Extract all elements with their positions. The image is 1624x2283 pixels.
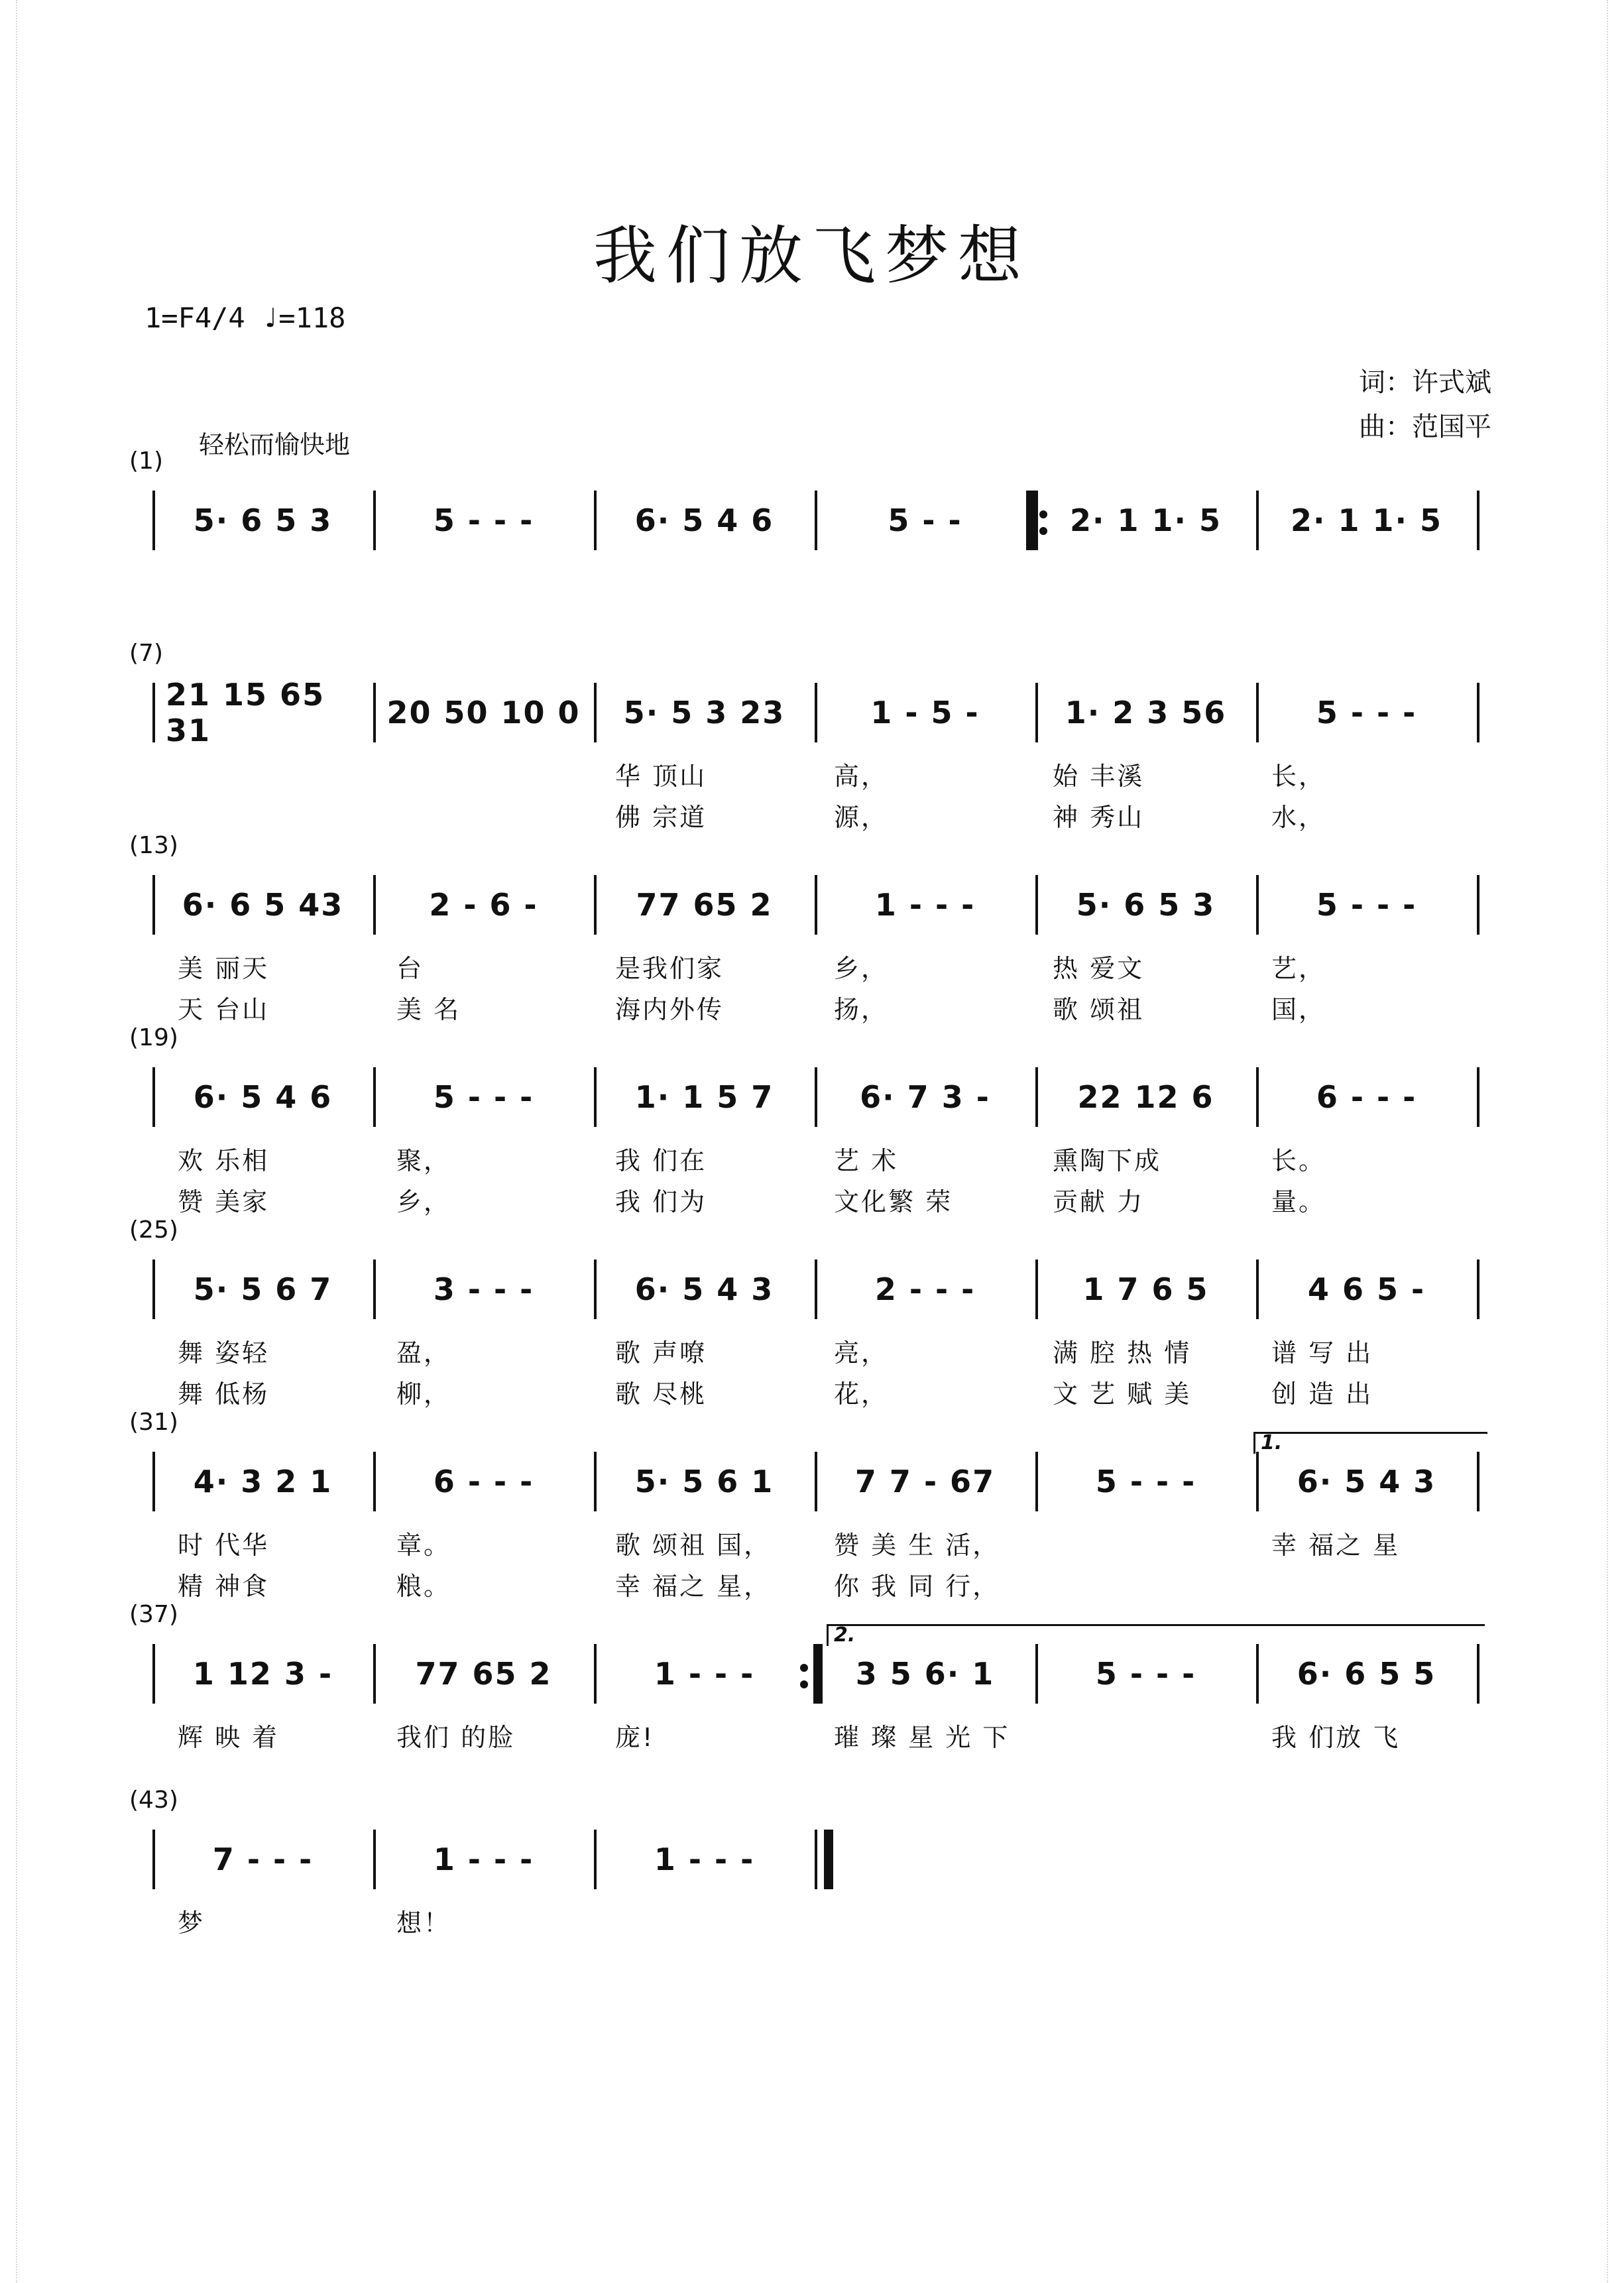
lyric-fragment — [1053, 1566, 1271, 1602]
barline — [1256, 1452, 1259, 1511]
lyric-fragment: 美 丽天 — [178, 954, 270, 983]
lyric-fragment: 章。 — [396, 1531, 451, 1560]
measure: 1· 1 5 7 — [634, 1079, 774, 1115]
expression-marking: 轻松而愉快地 — [199, 430, 351, 459]
measure: 7 - - - — [212, 1842, 314, 1877]
measure: 6· 6 5 5 — [1297, 1656, 1436, 1692]
measure: 1 12 3 - — [192, 1656, 333, 1692]
lyrics-verse-1 — [178, 1332, 1503, 1369]
barline — [1256, 1644, 1259, 1704]
lyric-fragment: 艺， — [1271, 954, 1326, 983]
lyrics-verse-2 — [178, 989, 1503, 1025]
lyric-fragment: 柳， — [396, 1379, 451, 1409]
barline — [152, 491, 155, 550]
barline — [594, 491, 597, 550]
lyric-fragment — [1271, 1566, 1490, 1602]
notation-line — [152, 1830, 1491, 1889]
lyric-fragment: 台 — [396, 954, 424, 983]
barline — [594, 1830, 597, 1889]
barline — [1035, 491, 1038, 550]
barline — [1035, 683, 1038, 742]
repeat-dot — [1039, 510, 1047, 518]
measure: 77 65 2 — [415, 1656, 552, 1692]
lyric-fragment — [615, 1903, 834, 1939]
score-system — [0, 640, 1624, 832]
measure: 2· 1 1· 5 — [1290, 502, 1443, 538]
lyric-fragment: 创 造 出 — [1271, 1379, 1373, 1409]
barline — [1256, 875, 1259, 935]
measure: 5· 5 3 23 — [623, 695, 785, 731]
repeat-end-barline — [813, 1644, 823, 1704]
lyric-fragment: 佛 宗道 — [615, 803, 707, 832]
measure: 6 - - - — [433, 1464, 534, 1499]
barline — [1035, 1644, 1038, 1704]
measure: 1 - 5 - — [870, 695, 980, 731]
barline — [815, 1067, 817, 1127]
score-system — [0, 447, 1624, 623]
lyricist-credit: 词：许式斌 — [1359, 367, 1491, 398]
barline — [1477, 491, 1479, 550]
lyric-fragment: 长。 — [1271, 1146, 1326, 1175]
measure: 6· 5 4 3 — [634, 1271, 774, 1307]
barline — [594, 1452, 597, 1511]
barline — [373, 1259, 376, 1319]
lyric-fragment: 庞! — [615, 1723, 655, 1752]
lyrics-verse-1 — [178, 1140, 1503, 1177]
lyric-fragment: 艺 术 — [834, 1146, 899, 1175]
measure: 20 50 10 0 — [386, 695, 581, 731]
lyric-fragment — [396, 756, 615, 792]
measure: 1· 2 3 56 — [1065, 695, 1227, 731]
barline — [815, 1259, 817, 1319]
lyric-fragment: 花， — [834, 1379, 889, 1409]
measure: 6· 7 3 - — [860, 1079, 990, 1115]
measure: 5· 6 5 3 — [193, 502, 333, 538]
lyric-fragment: 璀 璨 星 光 下 — [834, 1723, 1010, 1752]
lyric-fragment: 歌 颂祖 — [1053, 995, 1145, 1024]
barline — [815, 1452, 817, 1511]
measure: 21 15 65 31 — [166, 677, 325, 748]
lyric-fragment: 想！ — [396, 1908, 451, 1938]
lyrics-verse-1 — [178, 756, 1503, 792]
lyric-fragment: 始 丰溪 — [1053, 762, 1145, 791]
measure: 5· 6 5 3 — [1076, 887, 1216, 923]
measure: 77 65 2 — [636, 887, 773, 923]
measure-number: (1) — [129, 447, 163, 475]
barline — [1035, 1452, 1038, 1511]
measure: 1 - - - — [654, 1842, 755, 1877]
measure-number: (31) — [129, 1409, 178, 1436]
lyric-fragment: 文 艺 赋 美 — [1053, 1379, 1192, 1409]
barline — [815, 683, 817, 742]
score-system — [0, 1409, 1624, 1601]
lyric-fragment: 我 们为 — [615, 1187, 707, 1216]
barline — [1477, 1259, 1479, 1319]
barline — [815, 875, 817, 935]
measure: 6 - - - — [1316, 1079, 1417, 1115]
score-system — [0, 1786, 1624, 1962]
barline — [152, 1830, 155, 1889]
lyric-fragment: 幸 福之 星， — [615, 1572, 772, 1601]
measure: 6· 6 5 43 — [182, 887, 344, 923]
lyric-fragment: 神 秀山 — [1053, 803, 1145, 832]
barline — [152, 1259, 155, 1319]
score-system — [0, 1216, 1624, 1409]
lyric-fragment: 熏陶下成 — [1053, 1146, 1162, 1175]
lyric-fragment: 你 我 同 行， — [834, 1572, 1000, 1601]
measure: 1 - - - — [874, 887, 976, 923]
measure-number: (25) — [129, 1216, 178, 1244]
barline — [1256, 491, 1259, 550]
measure: 5 - - - — [1095, 1656, 1196, 1692]
measure: 3 5 6· 1 — [855, 1656, 995, 1692]
second-ending-label: 2. — [834, 1623, 856, 1647]
barline — [1256, 1067, 1259, 1127]
lyric-fragment: 时 代华 — [178, 1531, 270, 1560]
repeat-dot — [1039, 527, 1047, 535]
measure: 4· 3 2 1 — [193, 1464, 333, 1499]
lyric-fragment: 水， — [1271, 803, 1326, 832]
final-barline — [824, 1830, 833, 1889]
score-system — [0, 1024, 1624, 1216]
lyric-fragment: 赞 美家 — [178, 1187, 270, 1216]
measure-number: (13) — [129, 832, 178, 859]
repeat-start-barline — [1026, 491, 1035, 550]
lyric-fragment: 文化繁 荣 — [834, 1187, 953, 1216]
measure: 5 - - - — [433, 502, 534, 538]
measure: 6· 5 4 6 — [193, 1079, 333, 1115]
lyric-fragment: 聚， — [396, 1146, 451, 1175]
notation-line — [152, 1259, 1491, 1319]
measure: 3 - - - — [433, 1271, 534, 1307]
second-ending-bracket — [827, 1624, 1485, 1646]
repeat-dot — [800, 1664, 808, 1672]
barline — [594, 683, 597, 742]
composer-credit: 曲：范国平 — [1359, 412, 1491, 442]
barline — [152, 875, 155, 935]
measure: 1 - - - — [433, 1842, 534, 1877]
measure: 5 - - - — [1095, 1464, 1196, 1499]
lyrics-verse-2 — [178, 797, 1503, 833]
lyric-fragment — [1053, 1717, 1271, 1753]
barline — [152, 683, 155, 742]
lyric-fragment: 乡， — [834, 954, 889, 983]
score-system — [0, 832, 1624, 1024]
lyric-fragment: 量。 — [1271, 1187, 1326, 1216]
lyrics-verse-1 — [178, 948, 1503, 984]
measure-number: (7) — [129, 640, 163, 667]
lyric-fragment: 盈， — [396, 1338, 451, 1368]
first-ending-label: 1. — [1261, 1431, 1283, 1454]
lyric-fragment: 幸 福之 星 — [1271, 1531, 1401, 1560]
lyric-fragment: 歌 颂祖 国， — [615, 1531, 772, 1560]
lyric-fragment: 歌 声嘹 — [615, 1338, 707, 1368]
lyric-fragment: 美 名 — [396, 995, 461, 1024]
notation-line — [152, 1067, 1491, 1127]
lyric-fragment: 亮， — [834, 1338, 889, 1368]
barline — [815, 491, 817, 550]
measure: 5 - - - — [1316, 695, 1417, 731]
lyric-fragment: 是我们家 — [615, 954, 725, 983]
measure-number: (43) — [129, 1786, 178, 1814]
lyric-fragment: 扬， — [834, 995, 889, 1024]
barline — [594, 1259, 597, 1319]
measure: 5 - - - — [1316, 887, 1417, 923]
barline — [815, 1830, 817, 1889]
lyric-fragment: 满 腔 热 情 — [1053, 1338, 1192, 1368]
lyric-fragment — [396, 797, 615, 833]
measure: 5· 5 6 7 — [193, 1271, 333, 1307]
lyrics-verse-1 — [178, 1717, 1503, 1753]
song-title: 我们放飞梦想 — [593, 219, 1031, 293]
lyric-fragment: 贡献 力 — [1053, 1187, 1145, 1216]
lyric-fragment: 热 爱文 — [1053, 954, 1145, 983]
measure: 1 - - - — [654, 1656, 755, 1692]
notation-line — [152, 491, 1491, 550]
lyric-fragment: 粮。 — [396, 1572, 451, 1601]
lyric-fragment: 精 神食 — [178, 1572, 270, 1601]
barline — [373, 1644, 376, 1704]
barline — [594, 1644, 597, 1704]
lyric-fragment: 我们 的脸 — [396, 1723, 516, 1752]
score-system — [0, 1601, 1624, 1777]
lyric-fragment: 我 们在 — [615, 1146, 707, 1175]
barline — [1035, 1259, 1038, 1319]
measure: 6· 5 4 6 — [634, 502, 774, 538]
lyric-fragment: 我 们放 飞 — [1271, 1723, 1401, 1752]
lyrics-verse-2 — [178, 1566, 1503, 1602]
barline — [152, 1452, 155, 1511]
barline — [594, 1067, 597, 1127]
barline — [1035, 1067, 1038, 1127]
lyric-fragment: 华 顶山 — [615, 762, 707, 791]
first-ending-bracket — [1253, 1432, 1487, 1454]
barline — [1477, 683, 1479, 742]
lyric-fragment: 舞 姿轻 — [178, 1338, 270, 1368]
lyric-fragment: 辉 映 着 — [178, 1723, 280, 1752]
barline — [373, 1452, 376, 1511]
barline — [1035, 875, 1038, 935]
lyrics-verse-1 — [178, 1525, 1503, 1561]
lyric-fragment: 梦 — [178, 1908, 205, 1938]
lyric-fragment: 谱 写 出 — [1271, 1338, 1373, 1368]
measure: 5· 5 6 1 — [634, 1464, 774, 1499]
barline — [152, 1644, 155, 1704]
key-tempo-marking: 1=F4/4 ♩=118 — [145, 302, 346, 334]
barline — [1477, 875, 1479, 935]
measure: 2 - - - — [874, 1271, 976, 1307]
barline — [373, 683, 376, 742]
lyric-fragment: 天 台山 — [178, 995, 270, 1024]
lyric-fragment — [178, 756, 396, 792]
lyric-fragment: 欢 乐相 — [178, 1146, 270, 1175]
lyric-fragment: 歌 尽桃 — [615, 1379, 707, 1409]
barline — [373, 1830, 376, 1889]
lyric-fragment: 高， — [834, 762, 889, 791]
lyrics-verse-1 — [178, 1903, 1503, 1939]
measure-number: (19) — [129, 1024, 178, 1051]
lyric-fragment: 海内外传 — [615, 995, 725, 1024]
notation-line — [152, 677, 1491, 748]
barline — [373, 491, 376, 550]
barline — [373, 875, 376, 935]
measure: 5 - - — [888, 502, 962, 538]
measure: 2 - 6 - — [429, 887, 538, 923]
barline — [1477, 1644, 1479, 1704]
lyric-fragment — [1053, 1525, 1271, 1561]
measure: 5 - - - — [433, 1079, 534, 1115]
barline — [373, 1067, 376, 1127]
measure: 1 7 6 5 — [1082, 1271, 1209, 1307]
barline — [1256, 683, 1259, 742]
measure-number: (37) — [129, 1601, 178, 1628]
lyric-fragment: 乡， — [396, 1187, 451, 1216]
barline — [1256, 1259, 1259, 1319]
notation-line — [152, 1623, 1491, 1704]
repeat-dot — [800, 1680, 808, 1688]
barline — [152, 1067, 155, 1127]
lyrics-verse-2 — [178, 1181, 1503, 1218]
lyric-fragment: 舞 低杨 — [178, 1379, 270, 1409]
barline — [1477, 1452, 1479, 1511]
lyric-fragment: 国， — [1271, 995, 1326, 1024]
measure: 4 6 5 - — [1307, 1271, 1426, 1307]
lyric-fragment: 赞 美 生 活， — [834, 1531, 1000, 1560]
lyric-fragment: 源， — [834, 803, 889, 832]
measure: 7 7 - 67 — [854, 1464, 996, 1499]
lyric-fragment: 长， — [1271, 762, 1326, 791]
lyrics-verse-2 — [178, 1374, 1503, 1410]
measure: 22 12 6 — [1077, 1079, 1214, 1115]
measure: 6· 5 4 3 — [1297, 1464, 1436, 1499]
notation-line — [152, 875, 1491, 935]
measure: 2· 1 1· 5 — [1069, 502, 1222, 538]
lyric-fragment — [178, 797, 396, 833]
barline — [1477, 1067, 1479, 1127]
barline — [594, 875, 597, 935]
notation-line — [152, 1431, 1491, 1511]
